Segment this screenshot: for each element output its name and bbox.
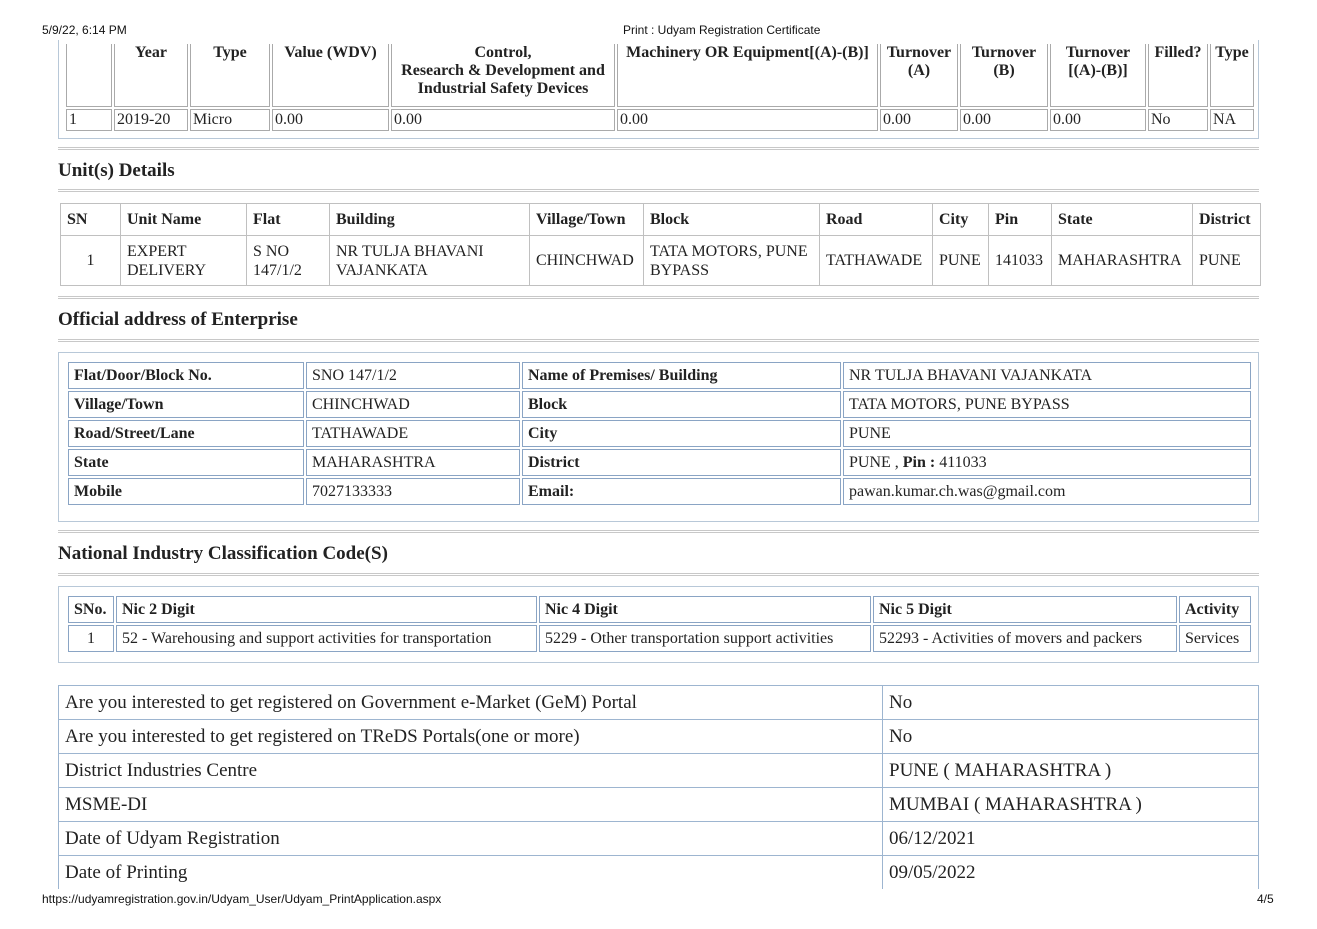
inv-cell: No	[1148, 109, 1208, 131]
divider	[58, 573, 1259, 576]
info-value: MUMBAI ( MAHARASHTRA )	[883, 788, 1259, 822]
units-cell: TATA MOTORS, PUNE BYPASS	[644, 236, 820, 286]
inv-cell: 2019-20	[114, 109, 188, 131]
nic-cell: Services	[1179, 625, 1251, 652]
nic-cell: 52 - Warehousing and support activities for transportation	[116, 625, 537, 652]
info-label: Are you interested to get registered on Government e-Market (GeM) Portal	[59, 686, 883, 720]
units-header-sn: SN	[61, 204, 121, 236]
table-row	[59, 788, 1259, 822]
units-cell: NR TULJA BHAVANI VAJANKATA	[330, 236, 530, 286]
address-value: PUNE	[843, 420, 1251, 447]
info-value: No	[883, 720, 1259, 754]
inv-header-turnover-b: Turnover (B)	[960, 44, 1048, 107]
divider	[58, 189, 1259, 192]
units-header-flat: Flat	[247, 204, 330, 236]
units-cell: EXPERT DELIVERY	[121, 236, 247, 286]
address-label: Block	[522, 391, 841, 418]
units-header-district: District	[1193, 204, 1261, 236]
table-row	[59, 720, 1259, 754]
divider	[58, 530, 1259, 533]
units-header-pin: Pin	[989, 204, 1052, 236]
inv-header-type: Type	[190, 44, 270, 107]
divider	[58, 296, 1259, 299]
nic-header-activity: Activity	[1179, 596, 1251, 623]
units-header-building: Building	[330, 204, 530, 236]
inv-header-control: Control, Research & Development and Industrial Safety Devices	[391, 44, 615, 107]
inv-header-machinery: Machinery OR Equipment[(A)-(B)]	[617, 44, 878, 107]
table-row	[59, 856, 1259, 890]
address-section-title: Official address of Enterprise	[58, 309, 298, 330]
address-value: 7027133333	[306, 478, 520, 505]
inv-cell: Micro	[190, 109, 270, 131]
address-label: State	[68, 449, 304, 476]
inv-header-value: Value (WDV)	[272, 44, 389, 107]
inv-cell: 0.00	[880, 109, 958, 131]
address-value: CHINCHWAD	[306, 391, 520, 418]
address-label: Mobile	[68, 478, 304, 505]
divider	[58, 147, 1259, 150]
pin-label: Pin :	[902, 453, 936, 471]
table-row	[68, 596, 1251, 623]
info-label: District Industries Centre	[59, 754, 883, 788]
nic-cell: 52293 - Activities of movers and packers	[873, 625, 1177, 652]
address-table	[66, 360, 1253, 507]
units-cell: PUNE	[1193, 236, 1261, 286]
units-cell: MAHARASHTRA	[1052, 236, 1193, 286]
table-row	[61, 236, 1261, 286]
address-label: Flat/Door/Block No.	[68, 362, 304, 389]
units-header-unit-name: Unit Name	[121, 204, 247, 236]
pin-value: 411033	[935, 453, 987, 471]
units-cell: CHINCHWAD	[530, 236, 644, 286]
print-datetime: 5/9/22, 6:14 PM	[42, 23, 127, 37]
inv-cell: 1	[66, 109, 112, 131]
district-value: PUNE ,	[849, 453, 903, 471]
inv-cell: 0.00	[391, 109, 615, 131]
registration-info-table	[58, 685, 1259, 889]
inv-cell: 0.00	[272, 109, 389, 131]
address-label: Village/Town	[68, 391, 304, 418]
info-label: MSME-DI	[59, 788, 883, 822]
units-cell: TATHAWADE	[820, 236, 933, 286]
inv-header-filled: Filled?	[1148, 44, 1208, 107]
print-url: https://udyamregistration.gov.in/Udyam_User/Udyam_PrintApplication.aspx	[42, 892, 442, 906]
units-table	[60, 203, 1261, 286]
address-label: City	[522, 420, 841, 447]
info-label: Date of Udyam Registration	[59, 822, 883, 856]
print-title: Print : Udyam Registration Certificate	[623, 23, 821, 37]
address-value: pawan.kumar.ch.was@gmail.com	[843, 478, 1251, 505]
table-row	[68, 420, 1251, 447]
table-row	[68, 625, 1251, 652]
info-value: 06/12/2021	[883, 822, 1259, 856]
address-value: TATA MOTORS, PUNE BYPASS	[843, 391, 1251, 418]
units-cell: 1	[61, 236, 121, 286]
nic-section-title: National Industry Classification Code(S)	[58, 543, 388, 564]
table-row	[68, 362, 1251, 389]
inv-header-turnover-a: Turnover (A)	[880, 44, 958, 107]
inv-cell: 0.00	[617, 109, 878, 131]
units-header-road: Road	[820, 204, 933, 236]
table-row	[59, 686, 1259, 720]
nic-header-nic4: Nic 4 Digit	[539, 596, 871, 623]
units-section-title: Unit(s) Details	[58, 160, 175, 181]
nic-header-sno: SNo.	[68, 596, 114, 623]
nic-header-nic2: Nic 2 Digit	[116, 596, 537, 623]
address-label: District	[522, 449, 841, 476]
units-cell: S NO 147/1/2	[247, 236, 330, 286]
address-value: NR TULJA BHAVANI VAJANKATA	[843, 362, 1251, 389]
info-value: PUNE ( MAHARASHTRA )	[883, 754, 1259, 788]
info-value: 09/05/2022	[883, 856, 1259, 890]
nic-cell: 1	[68, 625, 114, 652]
address-label: Email:	[522, 478, 841, 505]
inv-cell: 0.00	[1050, 109, 1146, 131]
table-row	[68, 449, 1251, 476]
info-label: Are you interested to get registered on TReDS Portals(one or more)	[59, 720, 883, 754]
address-label: Name of Premises/ Building	[522, 362, 841, 389]
units-header-city: City	[933, 204, 989, 236]
address-value	[843, 449, 1251, 476]
divider	[58, 339, 1259, 342]
info-value: No	[883, 686, 1259, 720]
nic-table	[66, 594, 1253, 654]
table-row	[66, 109, 1254, 131]
inv-cell: 0.00	[960, 109, 1048, 131]
units-cell: 141033	[989, 236, 1052, 286]
units-header-state: State	[1052, 204, 1193, 236]
table-row	[68, 391, 1251, 418]
units-header-block: Block	[644, 204, 820, 236]
inv-header-turnover-ab: Turnover [(A)-(B)]	[1050, 44, 1146, 107]
table-row	[68, 478, 1251, 505]
units-header-village: Village/Town	[530, 204, 644, 236]
investment-table	[64, 42, 1256, 133]
table-row	[59, 754, 1259, 788]
info-label: Date of Printing	[59, 856, 883, 890]
units-cell: PUNE	[933, 236, 989, 286]
address-value: TATHAWADE	[306, 420, 520, 447]
nic-header-nic5: Nic 5 Digit	[873, 596, 1177, 623]
inv-cell: NA	[1210, 109, 1254, 131]
address-value: MAHARASHTRA	[306, 449, 520, 476]
table-row	[59, 822, 1259, 856]
page-number: 4/5	[1257, 892, 1274, 906]
address-label: Road/Street/Lane	[68, 420, 304, 447]
inv-header-sn	[66, 44, 112, 107]
address-value: SNO 147/1/2	[306, 362, 520, 389]
inv-header-year: Year	[114, 44, 188, 107]
inv-header-type2: Type	[1210, 44, 1254, 107]
nic-cell: 5229 - Other transportation support activities	[539, 625, 871, 652]
